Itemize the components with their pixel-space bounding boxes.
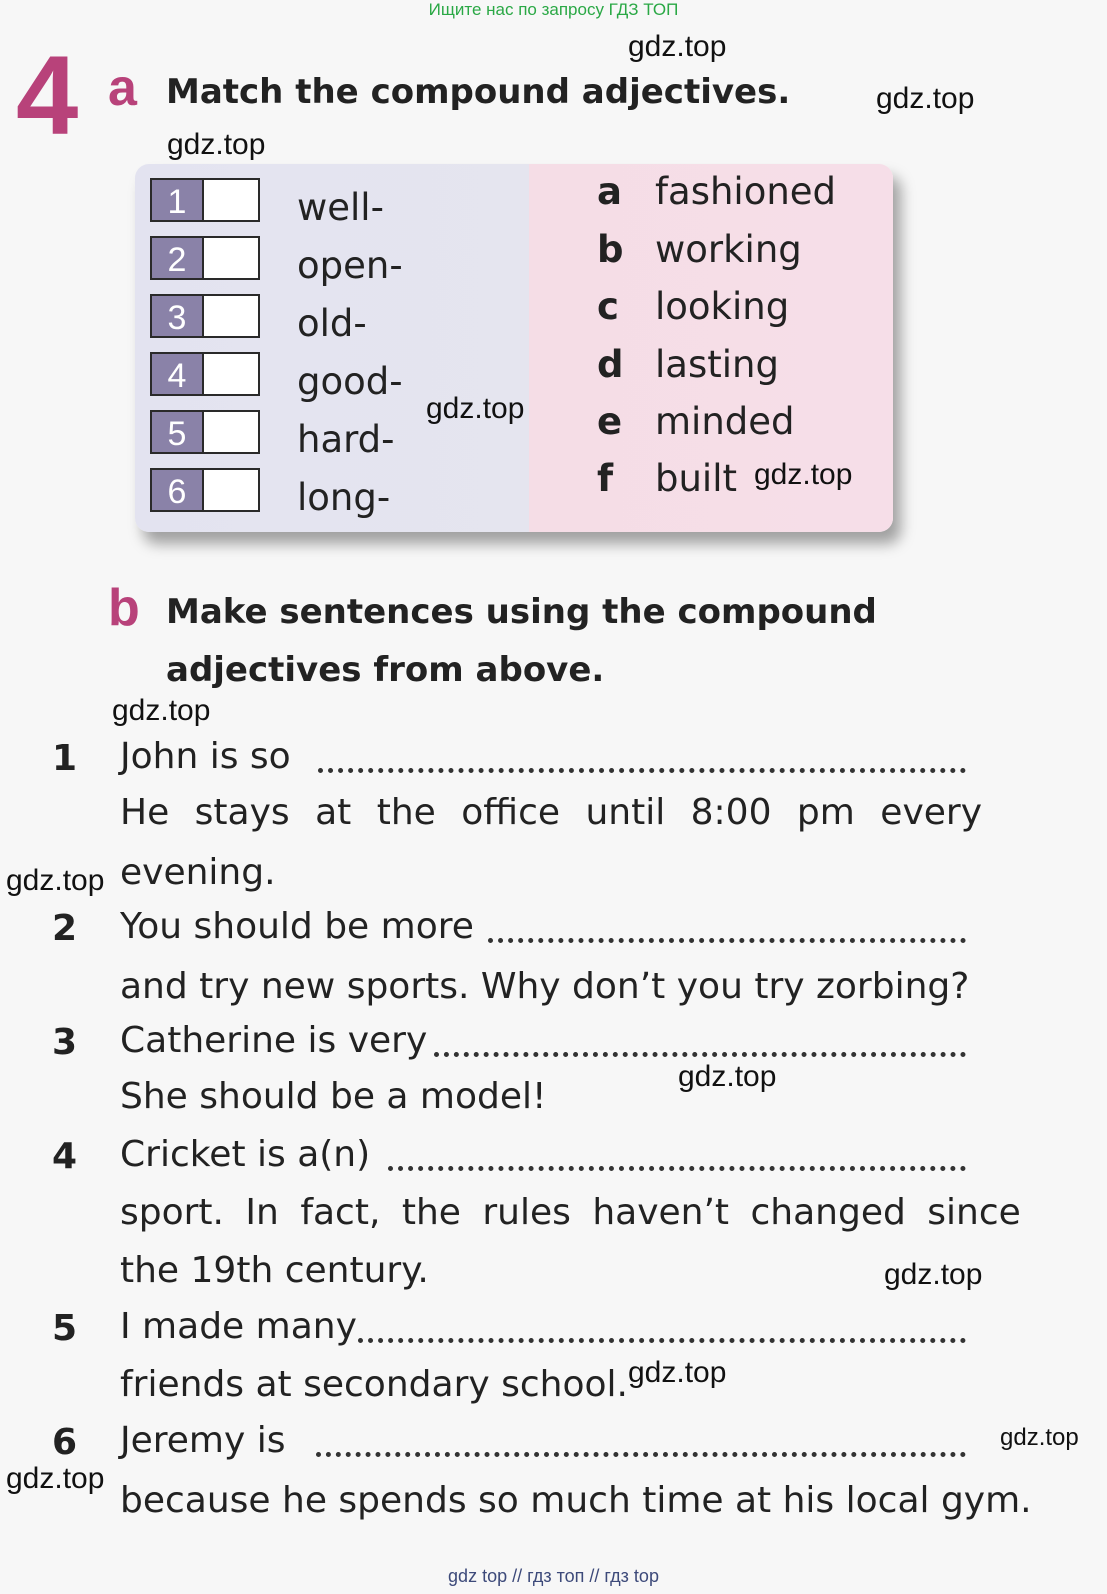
option-letter: b [597, 228, 624, 271]
watermark-text: gdz.top [167, 128, 266, 161]
option-word: minded [655, 400, 795, 443]
footer-note: gdz top // гдз топ // гдз top [448, 1566, 659, 1586]
answer-box[interactable] [204, 468, 260, 512]
stem-word: hard- [297, 418, 395, 461]
option-letter: a [597, 170, 622, 213]
sentence-text: Catherine is very [120, 1020, 428, 1061]
option-word: lasting [655, 343, 779, 386]
sentence-number: 4 [52, 1136, 78, 1177]
part-b-heading-continued: adjectives from above. [166, 650, 605, 690]
watermark-text: gdz.top [754, 458, 853, 491]
option-letter: c [597, 285, 619, 328]
stem-word: long- [297, 476, 391, 519]
sentence-text: Jeremy is [120, 1420, 286, 1461]
part-b-letter: b [108, 579, 140, 637]
part-b-heading: Make sentences using the compound [166, 592, 877, 632]
watermark-text: gdz.top [876, 82, 975, 115]
stem-word: good- [297, 360, 403, 403]
sentence-text: the 19th century. [120, 1250, 429, 1291]
stem-number: 6 [150, 468, 204, 512]
part-a-heading: Match the compound adjectives. [166, 72, 791, 112]
answer-line[interactable] [434, 1052, 966, 1057]
sentence-number: 1 [52, 738, 78, 779]
sentence-text: sport. In fact, the rules haven’t changed since [120, 1192, 1021, 1233]
sentence-number: 3 [52, 1022, 78, 1063]
watermark-text: gdz.top [112, 694, 211, 727]
answer-line[interactable] [318, 768, 966, 773]
stem-word: old- [297, 302, 367, 345]
option-word: fashioned [655, 170, 837, 213]
sentence-text: because he spends so much time at his local gym. [120, 1480, 1032, 1521]
answer-box[interactable] [204, 294, 260, 338]
watermark-text: gdz.top [884, 1258, 983, 1291]
option-letter: e [597, 400, 623, 443]
sentence-text: John is so [120, 736, 291, 777]
sentence-text: He stays at the office until 8:00 pm every [120, 792, 983, 833]
answer-box[interactable] [204, 410, 260, 454]
sentence-text: She should be a model! [120, 1076, 547, 1117]
watermark-text: gdz.top [6, 1462, 105, 1495]
sentence-number: 6 [52, 1422, 78, 1463]
option-letter: d [597, 343, 624, 386]
watermark-text: gdz.top [6, 864, 105, 897]
option-word: looking [655, 285, 790, 328]
stem-number: 4 [150, 352, 204, 396]
sentence-text: Cricket is a(n) [120, 1134, 371, 1175]
sentence-text: friends at secondary school. [120, 1364, 628, 1405]
stem-word: open- [297, 244, 403, 287]
option-letter: f [597, 457, 614, 500]
stem-word: well- [297, 186, 384, 229]
answer-line[interactable] [358, 1338, 966, 1343]
watermark-text: gdz.top [628, 1356, 727, 1389]
sentence-number: 2 [52, 908, 78, 949]
watermark-text: gdz.top [426, 392, 525, 425]
answer-box[interactable] [204, 352, 260, 396]
sentence-text: and try new sports. Why don’t you try zorbing? [120, 966, 970, 1007]
stem-number: 5 [150, 410, 204, 454]
answer-line[interactable] [316, 1452, 966, 1457]
answer-box[interactable] [204, 178, 260, 222]
sentence-number: 5 [52, 1308, 78, 1349]
sentence-text: You should be more [120, 906, 474, 947]
watermark-text: gdz.top [628, 30, 727, 63]
stem-number: 1 [150, 178, 204, 222]
stem-number: 2 [150, 236, 204, 280]
option-word: working [655, 228, 802, 271]
part-a-letter: a [108, 59, 137, 117]
watermark-text: gdz.top [678, 1060, 777, 1093]
watermark-text: gdz.top [1000, 1424, 1079, 1451]
exercise-number: 4 [16, 33, 79, 158]
option-word: built [655, 457, 738, 500]
sentence-text: evening. [120, 852, 276, 893]
answer-box[interactable] [204, 236, 260, 280]
answer-line[interactable] [388, 1166, 966, 1171]
answer-line[interactable] [488, 938, 966, 943]
stem-number: 3 [150, 294, 204, 338]
search-notice: Ищите нас по запросу ГДЗ ТОП [428, 0, 679, 19]
sentence-text: I made many [120, 1306, 357, 1347]
